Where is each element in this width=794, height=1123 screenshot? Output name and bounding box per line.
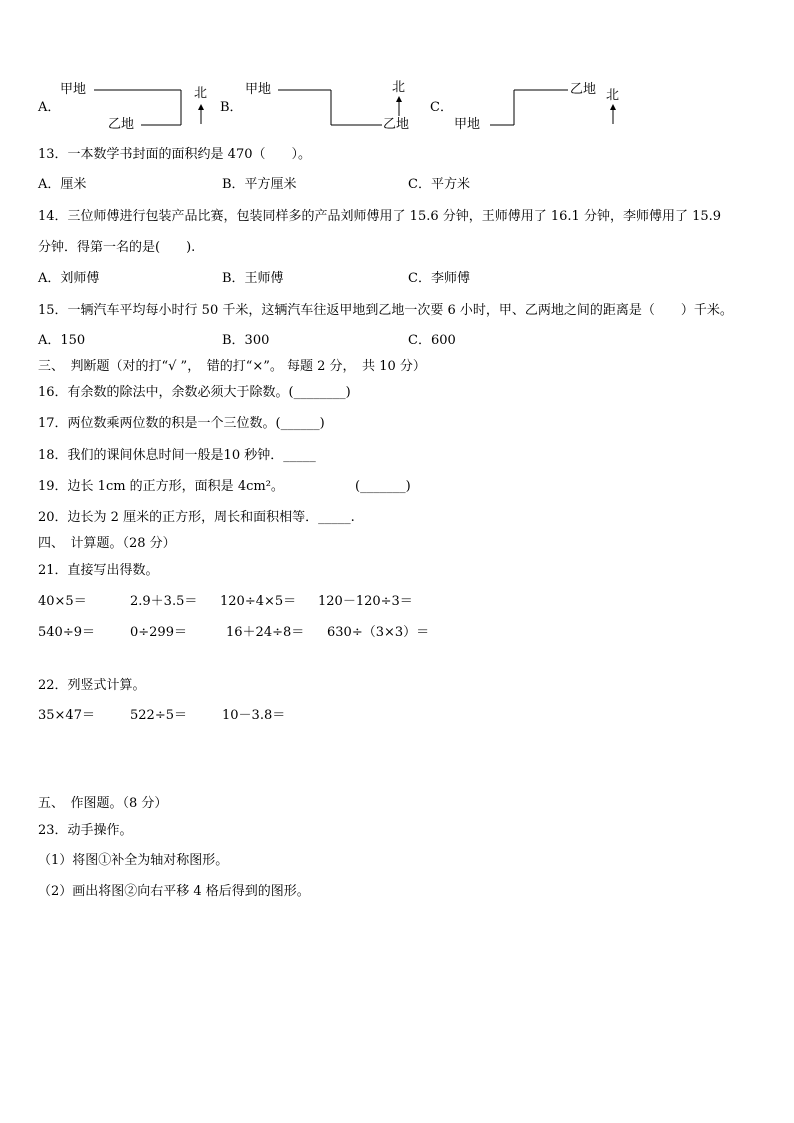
q12-option-a[interactable] xyxy=(38,80,218,135)
q13-option-a[interactable]: A．厘米 xyxy=(38,177,87,192)
jia-label: 甲地 xyxy=(60,82,87,97)
q14-option-b[interactable]: B．王师傅 xyxy=(222,271,284,286)
q13-option-b[interactable]: B．平方厘米 xyxy=(222,177,297,192)
q21-r2-c2: 0÷299＝ xyxy=(130,625,187,640)
north-label: 北 xyxy=(194,86,208,101)
north-arrow-icon xyxy=(394,96,404,118)
q23-stem: 23．动手操作。 xyxy=(38,823,133,838)
q23-part1: （1）将图①补全为轴对称图形。 xyxy=(38,853,229,868)
q20: 20．边长为 2 厘米的正方形，周长和面积相等．_____. xyxy=(38,510,355,525)
section5-title: 五、 作图题。（8 分） xyxy=(38,796,168,811)
option-letter: A． xyxy=(38,100,61,115)
q13-option-c[interactable]: C．平方米 xyxy=(408,177,470,192)
section4-title: 四、 计算题。（28 分） xyxy=(38,536,176,551)
q17: 17．两位数乘两位数的积是一个三位数。(______) xyxy=(38,416,325,431)
route-lines xyxy=(38,80,218,135)
q23-part2: （2）画出将图②向右平移 4 格后得到的图形。 xyxy=(38,884,310,899)
option-letter: C． xyxy=(430,100,453,115)
yi-label: 乙地 xyxy=(108,117,135,132)
yi-label: 乙地 xyxy=(570,82,597,97)
q14-option-c[interactable]: C．李师傅 xyxy=(408,271,470,286)
jia-label: 甲地 xyxy=(245,82,272,97)
north-label: 北 xyxy=(606,88,620,103)
q21-r1-c4: 120－120÷3＝ xyxy=(318,594,413,609)
q19-answer-blank[interactable]: (_______) xyxy=(355,479,411,494)
section3-title: 三、 判断题（对的打“√ ”， 错的打“×”。 每题 2 分， 共 10 分） xyxy=(38,359,426,374)
yi-label: 乙地 xyxy=(383,117,410,132)
jia-label: 甲地 xyxy=(454,117,481,132)
q19: 19．边长 1cm 的正方形，面积是 4cm²。 xyxy=(38,479,284,494)
route-lines xyxy=(220,80,420,135)
q22-c1: 35×47＝ xyxy=(38,708,95,723)
q21-r1-c3: 120÷4×5＝ xyxy=(220,594,297,609)
q16: 16．有余数的除法中，余数必须大于除数。(________) xyxy=(38,385,351,400)
q15-option-b[interactable]: B．300 xyxy=(222,333,270,348)
q12-option-b[interactable] xyxy=(220,80,420,135)
north-arrow-icon xyxy=(196,104,206,126)
q21-r1-c2: 2.9＋3.5＝ xyxy=(130,594,198,609)
q14-option-a[interactable]: A．刘师傅 xyxy=(38,271,100,286)
q21-r2-c3: 16＋24÷8＝ xyxy=(226,625,305,640)
q21-r2-c1: 540÷9＝ xyxy=(38,625,95,640)
route-lines xyxy=(430,80,630,135)
q15-stem: 15．一辆汽车平均每小时行 50 千米，这辆汽车往返甲地到乙地一次要 6 小时，甲、乙两地之间的距离是（ ）千米。 xyxy=(38,303,733,318)
north-arrow-icon xyxy=(608,104,618,126)
q18: 18．我们的课间休息时间一般是10 秒钟．_____ xyxy=(38,448,316,463)
q15-option-a[interactable]: A．150 xyxy=(38,333,86,348)
q14-stem-line1: 14．三位师傅进行包装产品比赛，包装同样多的产品刘师傅用了 15.6 分钟，王师傅用了 16.1 分钟，李师傅用了 15.9 xyxy=(38,209,722,224)
q22-stem: 22．列竖式计算。 xyxy=(38,678,146,693)
q22-c2: 522÷5＝ xyxy=(130,708,187,723)
north-label: 北 xyxy=(392,80,406,95)
q12-option-c[interactable] xyxy=(430,80,630,135)
q14-stem-line2: 分钟．得第一名的是( ). xyxy=(38,240,196,255)
q21-r1-c1: 40×5＝ xyxy=(38,594,87,609)
option-letter: B． xyxy=(220,100,243,115)
q22-c3: 10－3.8＝ xyxy=(222,708,286,723)
q21-r2-c4: 630÷（3×3）＝ xyxy=(327,625,430,640)
q13-stem: 13．一本数学书封面的面积约是 470（ ）。 xyxy=(38,147,311,162)
q21-stem: 21．直接写出得数。 xyxy=(38,563,159,578)
q15-option-c[interactable]: C．600 xyxy=(408,333,456,348)
